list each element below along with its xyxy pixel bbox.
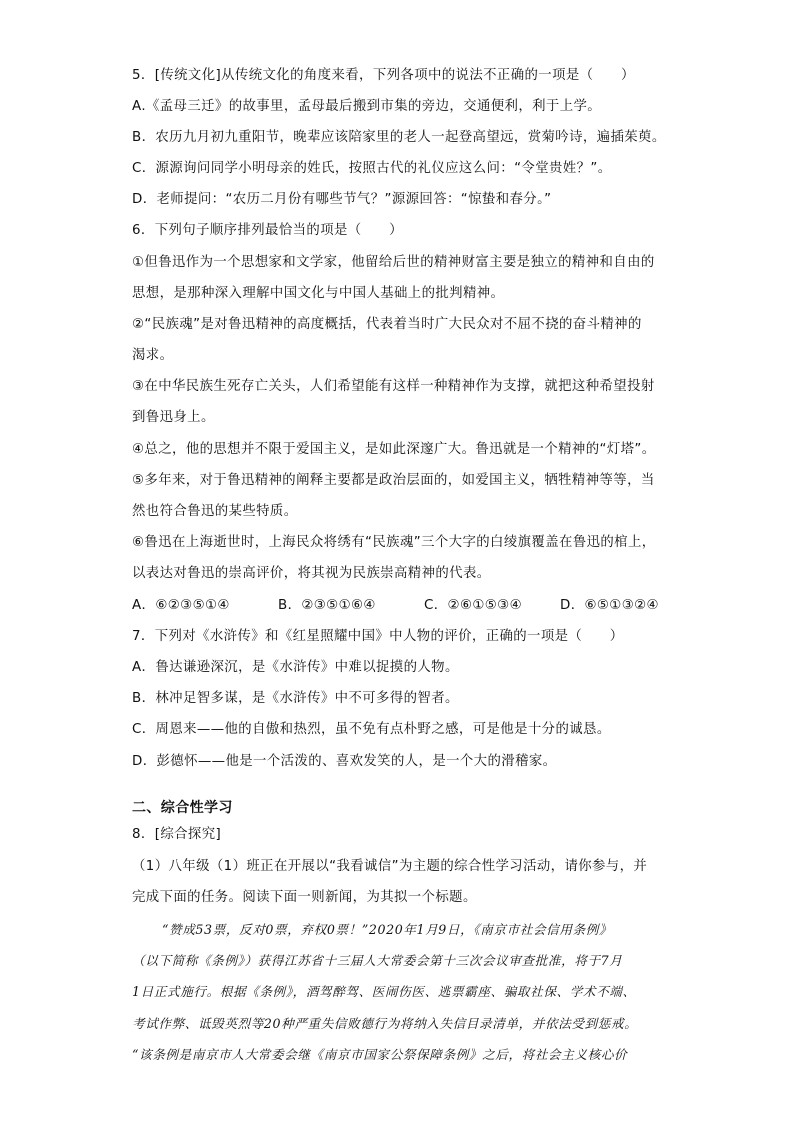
question-6-sentence-5-cont: 然也符合鲁迅的某些特质。 [132, 504, 298, 519]
question-6-sentence-2: ②“民族魂”是对鲁迅精神的高度概括，代表着当时广大民众对不屈不挠的奋斗精神的 [132, 317, 642, 332]
question-6-stem: 6．下列句子顺序排列最恰当的项是（ ） [132, 223, 403, 238]
question-8-part-1: （1）八年级（1）班正在开展以“我看诚信”为主题的综合性学习活动，请你参与，并 [132, 859, 648, 874]
question-7-option-d: D．彭德怀——他是一个活泼的、喜欢发笑的人，是一个大的滑稽家。 [132, 754, 557, 769]
question-7-option-b: B．林冲足智多谋，是《水浒传》中不可多得的智者。 [132, 691, 459, 706]
question-8-stem: 8．[综合探究] [132, 827, 222, 842]
question-6-sentence-6-cont: 以表达对鲁迅的崇高评价，将其视为民族崇高精神的代表。 [132, 566, 491, 581]
question-8-part-1-cont: 完成下面的任务。阅读下面一则新闻，为其拟一个标题。 [132, 890, 477, 905]
question-6-sentence-5: ⑤多年来，对于鲁迅精神的阐释主要都是政治层面的，如爱国主义，牺牲精神等等，当 [132, 473, 655, 488]
question-7-option-c: C．周恩来——他的自傲和热烈，虽不免有点朴野之感，可是他是十分的诚恳。 [132, 722, 611, 737]
news-line-3: 1日正式施行。根据《条例》，酒驾醉驾、医闹伤医、逃票霸座、骗取社保、学术不端、 [132, 984, 636, 999]
section-2-heading: 二、综合性学习 [132, 800, 233, 816]
question-6-options [132, 596, 672, 616]
question-6-sentence-1: ①但鲁迅作为一个思想家和文学家，他留给后世的精神财富主要是独立的精神和自由的 [132, 255, 655, 270]
question-5-option-c: C．源源询问同学小明母亲的姓氏，按照古代的礼仪应这么问：“令堂贵姓？”。 [132, 161, 612, 176]
question-6-option-b: B．②③⑤①⑥④ [278, 598, 376, 613]
question-5-option-b: B．农历九月初九重阳节，晚辈应该陪家里的老人一起登高望远，赏菊吟诗，遍插茱萸。 [132, 130, 666, 145]
question-6-sentence-1-cont: 思想，是那种深入理解中国文化与中国人基础上的批判精神。 [132, 286, 505, 301]
question-6-sentence-3-cont: 到鲁迅身上。 [132, 410, 215, 425]
question-6-option-c: C．②⑥①⑤③④ [424, 598, 522, 613]
question-7-stem: 7．下列对《水浒传》和《红星照耀中国》中人物的评价，正确的一项是（ ） [132, 629, 624, 644]
question-6-sentence-6: ⑥鲁迅在上海逝世时，上海民众将绣有“民族魂”三个大字的白绫旗覆盖在鲁迅的棺上， [132, 535, 656, 550]
question-6-option-d: D．⑥⑤①③②④ [560, 598, 659, 613]
question-6-sentence-2-cont: 渴求。 [132, 348, 174, 363]
question-5-option-d: D．老师提问：“农历二月份有哪些节气？”源源回答：“惊蛰和春分。” [132, 192, 552, 207]
news-line-1: “赞成53票，反对0票，弃权0票！”2020年1月9日，《南京市社会信用条例》 [162, 922, 613, 937]
news-line-2: （以下简称《条例》）获得江苏省十三届人大常委会第十三次会议审查批准，将于7月 [132, 953, 623, 968]
question-5-stem: 5．[传统文化]从传统文化的角度来看，下列各项中的说法不正确的一项是（ ） [132, 68, 635, 83]
question-5-option-a: A.《孟母三迁》的故事里，孟母最后搬到市集的旁边，交通便利，利于上学。 [132, 99, 602, 114]
news-line-4: 考试作弊、诋毁英烈等20种严重失信败德行为将纳入失信目录清单，并依法受到惩戒。 [132, 1016, 638, 1031]
question-7-option-a: A．鲁达谦逊深沉，是《水浒传》中难以捉摸的人物。 [132, 660, 459, 675]
question-6-sentence-4: ④总之，他的思想并不限于爱国主义，是如此深邃广大。鲁迅就是一个精神的“灯塔”。 [132, 442, 656, 457]
news-line-5: “该条例是南京市人大常委会继《南京市国家公祭保障条例》之后，将社会主义核心价 [132, 1047, 628, 1062]
question-6-option-a: A．⑥②③⑤①④ [132, 598, 230, 613]
question-6-sentence-3: ③在中华民族生死存亡关头，人们希望能有这样一种精神作为支撑，就把这种希望投射 [132, 379, 655, 394]
